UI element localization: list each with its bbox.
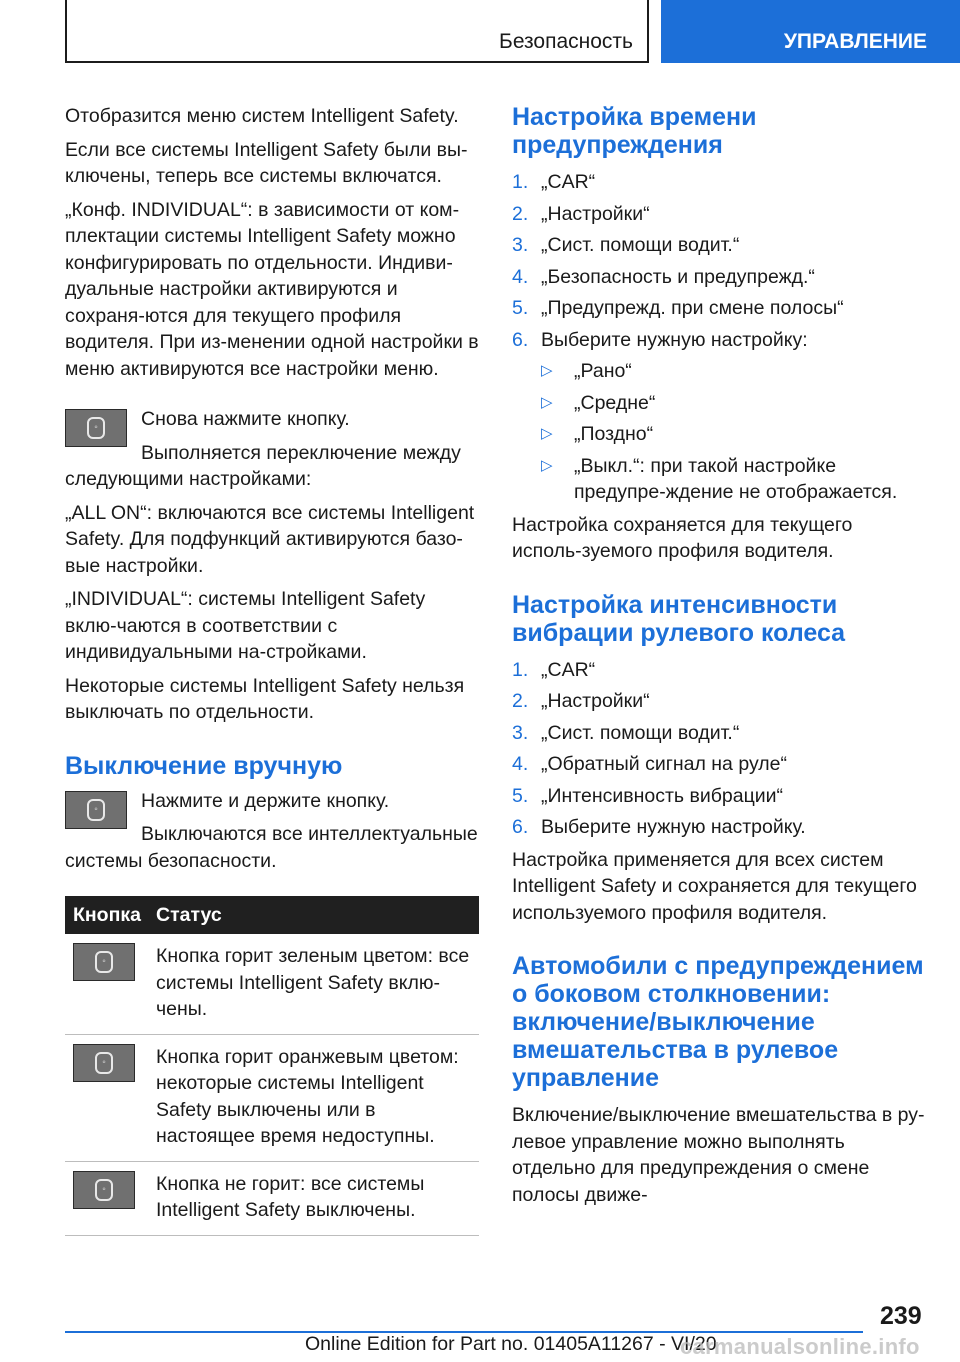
paragraph: Снова нажмите кнопку. — [141, 408, 350, 430]
list-item — [541, 421, 926, 448]
intelligent-safety-button-icon: ◦ — [73, 1044, 135, 1082]
footer-edition: Online Edition for Part no. 01405A11267 - VI/20 — [305, 1333, 717, 1355]
options-list — [541, 358, 926, 506]
paragraph: Настройка сохраняется для текущего исполь-зуемого профиля водителя. — [512, 513, 853, 562]
watermark-logo: carmanualsonline.info — [680, 1334, 920, 1359]
triangle-bullet-icon: ▷ — [541, 393, 553, 411]
paragraph: Выключаются все интеллектуальные системы безопасности. — [65, 823, 478, 872]
paragraph: „ALL ON“: включаются все системы Intelligent Safety. Для подфункций активируются базо-вые настройки. — [65, 501, 475, 577]
list-item — [512, 201, 926, 228]
header-chapter-title: УПРАВЛЕНИЕ — [783, 30, 927, 53]
list-item — [512, 264, 926, 291]
step-text: „Настройки“ — [541, 690, 650, 712]
step-text: „CAR“ — [541, 171, 596, 193]
triangle-bullet-icon: ▷ — [541, 362, 553, 379]
section-heading: Настройка интенсивности вибрации рулевого колеса — [512, 590, 846, 647]
step-number: 1. — [512, 171, 529, 193]
section-heading: Настройка времени предупреждения — [512, 103, 757, 159]
step-text: „CAR“ — [541, 658, 596, 681]
intelligent-safety-button-icon: ◦ — [65, 409, 127, 447]
option-text: „Выкл.“: при такой настройке предупре-ждение не отображается. — [574, 454, 898, 503]
step-number: 2. — [512, 202, 529, 225]
table-cell-status: Кнопка не горит: все системы Intelligent Safety выключены. — [148, 1161, 479, 1235]
table-row — [65, 934, 479, 1034]
page-number: 239 — [880, 1302, 922, 1330]
step-text: Выберите нужную настройку: — [541, 328, 808, 351]
option-text: „Рано“ — [574, 360, 632, 382]
header-section-title: Безопасность — [499, 30, 633, 53]
step-number: 4. — [512, 753, 529, 775]
step-number: 2. — [512, 690, 529, 712]
paragraph: Если все системы Intelligent Safety были вы-ключены, теперь все системы включатся. — [65, 138, 468, 187]
section-heading: Выключение вручную — [65, 751, 343, 780]
right-column — [512, 103, 926, 1215]
intelligent-safety-button-icon: ◦ — [65, 791, 127, 829]
section-heading: Автомобили с предупреждением о боковом столкновении: включение/выключение вмешательства в рулевое управление — [512, 952, 924, 1092]
steps-list-warning-time — [512, 169, 926, 506]
list-item — [512, 751, 926, 778]
step-number: 1. — [512, 658, 529, 681]
table-cell-status: Кнопка горит оранжевым цветом: некоторые системы Intelligent Safety выключены или в настоящее время недоступны. — [148, 1034, 479, 1161]
button-instruction — [65, 406, 479, 493]
step-number: 6. — [512, 328, 529, 351]
paragraph: Нажмите и держите кнопку. — [141, 789, 390, 812]
step-number: 6. — [512, 816, 529, 838]
option-text: „Поздно“ — [574, 423, 654, 445]
table-row — [65, 1161, 479, 1235]
option-text: „Средне“ — [574, 391, 656, 414]
table-cell-status: Кнопка горит зеленым цветом: все системы Intelligent Safety вклю-чены. — [148, 934, 479, 1034]
paragraph: Некоторые системы Intelligent Safety нельзя выключать по отдельности. — [65, 674, 465, 723]
list-item — [512, 327, 926, 506]
step-text: „Предупрежд. при смене полосы“ — [541, 297, 844, 319]
step-number: 3. — [512, 234, 529, 256]
intelligent-safety-button-icon: ◦ — [73, 943, 135, 981]
table-header-status: Статус — [148, 896, 479, 934]
paragraph: Включение/выключение вмешательства в ру-левое управление можно выполнять отдельно для предупреждения о смене полосы движе- — [512, 1104, 925, 1206]
list-item — [541, 453, 926, 506]
list-item — [541, 358, 926, 385]
button-status-table — [65, 896, 479, 1236]
list-item — [512, 688, 926, 715]
step-number: 4. — [512, 265, 529, 288]
list-item — [541, 390, 926, 417]
paragraph: „Конф. INDIVIDUAL“: в зависимости от ком-плектации системы Intelligent Safety можно конфигурировать по отдельности. Индиви-дуальные настройки активируются и сохраня-ются для текущего профиля водителя. При из-менении одной настройки в меню активируются все настройки меню. — [65, 198, 479, 380]
triangle-bullet-icon: ▷ — [541, 456, 553, 474]
step-number: 5. — [512, 297, 529, 319]
step-text: „Безопасность и предупрежд.“ — [541, 265, 815, 288]
list-item — [512, 169, 926, 196]
table-header-button: Кнопка — [65, 896, 148, 934]
table-row — [65, 1034, 479, 1161]
header-chapter-tab — [661, 0, 960, 63]
button-instruction — [65, 788, 479, 875]
step-number: 5. — [512, 784, 529, 807]
list-item — [512, 783, 926, 810]
table-cell-icon — [65, 1161, 148, 1235]
step-number: 3. — [512, 721, 529, 744]
list-item — [512, 232, 926, 259]
list-item — [512, 720, 926, 747]
step-text: „Интенсивность вибрации“ — [541, 784, 784, 807]
intelligent-safety-button-icon: ◦ — [73, 1171, 135, 1209]
step-text: „Сист. помощи водит.“ — [541, 234, 740, 256]
triangle-bullet-icon: ▷ — [541, 425, 553, 442]
left-column — [65, 103, 479, 1236]
paragraph: Выполняется переключение между следующими настройками: — [65, 441, 461, 490]
step-text: „Настройки“ — [541, 202, 650, 225]
step-text: „Сист. помощи водит.“ — [541, 721, 740, 744]
table-cell-icon — [65, 1034, 148, 1161]
paragraph: Отобразится меню систем Intelligent Safety. — [65, 105, 459, 127]
paragraph: Настройка применяется для всех систем Intelligent Safety и сохраняется для текущего используемого профиля водителя. — [512, 848, 917, 924]
list-item — [512, 295, 926, 322]
step-text: Выберите нужную настройку. — [541, 816, 806, 838]
step-text: „Обратный сигнал на руле“ — [541, 753, 787, 775]
paragraph: „INDIVIDUAL“: системы Intelligent Safety вклю-чаются в соответствии с индивидуальными на-стройками. — [65, 588, 426, 663]
header-section-tab — [65, 0, 649, 63]
list-item — [512, 814, 926, 841]
steps-list-vibration — [512, 657, 926, 841]
table-cell-icon — [65, 934, 148, 1034]
list-item — [512, 657, 926, 684]
